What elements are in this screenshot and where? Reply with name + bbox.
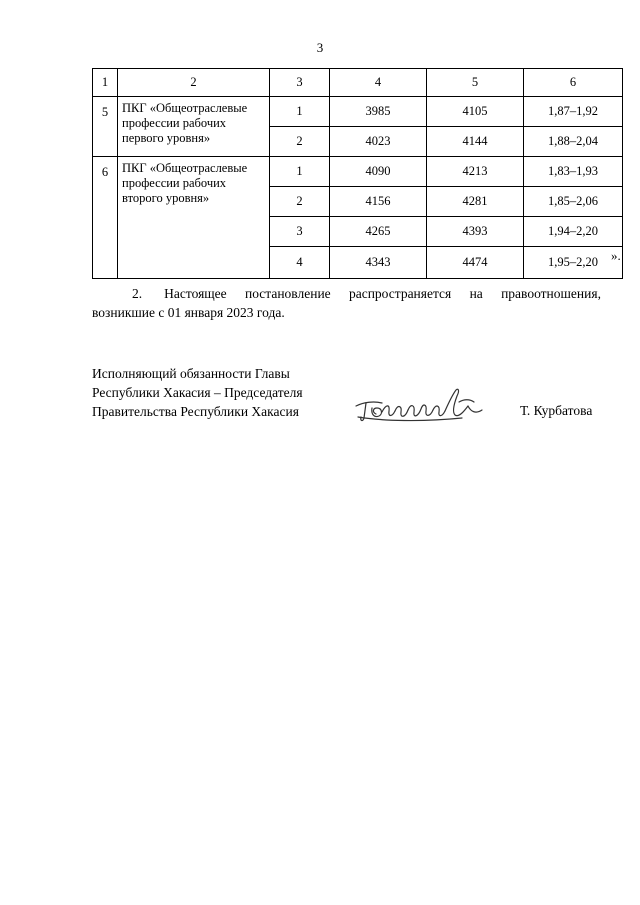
- paragraph-word: правоотношения,: [501, 286, 601, 301]
- table-row: [93, 97, 623, 127]
- qualification-level: 4: [270, 247, 330, 279]
- group-name: ПКГ «Общеотраслевые профессии рабочих второго уровня»: [118, 157, 270, 279]
- paragraph-word: постановление: [244, 286, 331, 301]
- coefficient-range: 1,94–2,20: [524, 217, 623, 247]
- position-line: Исполняющий обязанности Главы: [92, 366, 290, 381]
- coefficient-range: 1,88–2,04: [524, 127, 623, 157]
- value-cell: 4265: [330, 217, 427, 247]
- salary-table: [92, 68, 623, 279]
- value-cell: 4393: [427, 217, 524, 247]
- paragraph-line-2: возникшие с 01 января 2023 года.: [92, 305, 285, 320]
- paragraph-word: Настоящее: [164, 286, 227, 301]
- value-cell: 4474: [427, 247, 524, 279]
- value-cell: 4105: [427, 97, 524, 127]
- group-name: ПКГ «Общеотраслевые профессии рабочих первого уровня»: [118, 97, 270, 157]
- header-cell: 4: [330, 69, 427, 97]
- value-cell: 4213: [427, 157, 524, 187]
- header-cell: 6: [524, 69, 623, 97]
- header-cell: 5: [427, 69, 524, 97]
- closing-quote: ».: [611, 248, 621, 263]
- qualification-level: 2: [270, 127, 330, 157]
- coefficient-range: 1,87–1,92: [524, 97, 623, 127]
- value-cell: 4090: [330, 157, 427, 187]
- paragraph-word: распространяется: [348, 286, 452, 301]
- table-header-row: [93, 69, 623, 97]
- value-cell: 4023: [330, 127, 427, 157]
- group-number: 6: [93, 157, 118, 279]
- signatory-position: [92, 364, 303, 421]
- header-cell: 2: [118, 69, 270, 97]
- handwritten-signature: [352, 384, 492, 433]
- paragraph-2: [92, 284, 601, 322]
- group-number: 5: [93, 97, 118, 157]
- value-cell: 4343: [330, 247, 427, 279]
- qualification-level: 1: [270, 157, 330, 187]
- value-cell: 4281: [427, 187, 524, 217]
- qualification-level: 2: [270, 187, 330, 217]
- coefficient-range: 1,85–2,06: [524, 187, 623, 217]
- header-cell: 1: [93, 69, 118, 97]
- value-cell: 4156: [330, 187, 427, 217]
- position-line: Республики Хакасия – Председателя: [92, 385, 303, 400]
- coefficient-range: 1,95–2,20: [524, 247, 623, 279]
- signer-name: Т. Курбатова: [520, 403, 593, 418]
- paragraph-number: 2.: [132, 286, 143, 301]
- position-line: Правительства Республики Хакасия: [92, 404, 299, 419]
- value-cell: 3985: [330, 97, 427, 127]
- page-number: 3: [316, 40, 324, 55]
- qualification-level: 1: [270, 97, 330, 127]
- qualification-level: 3: [270, 217, 330, 247]
- table-row: [93, 157, 623, 187]
- paragraph-word: на: [469, 286, 483, 301]
- paragraph-line-1: [164, 284, 601, 303]
- header-cell: 3: [270, 69, 330, 97]
- coefficient-range: 1,83–1,93: [524, 157, 623, 187]
- value-cell: 4144: [427, 127, 524, 157]
